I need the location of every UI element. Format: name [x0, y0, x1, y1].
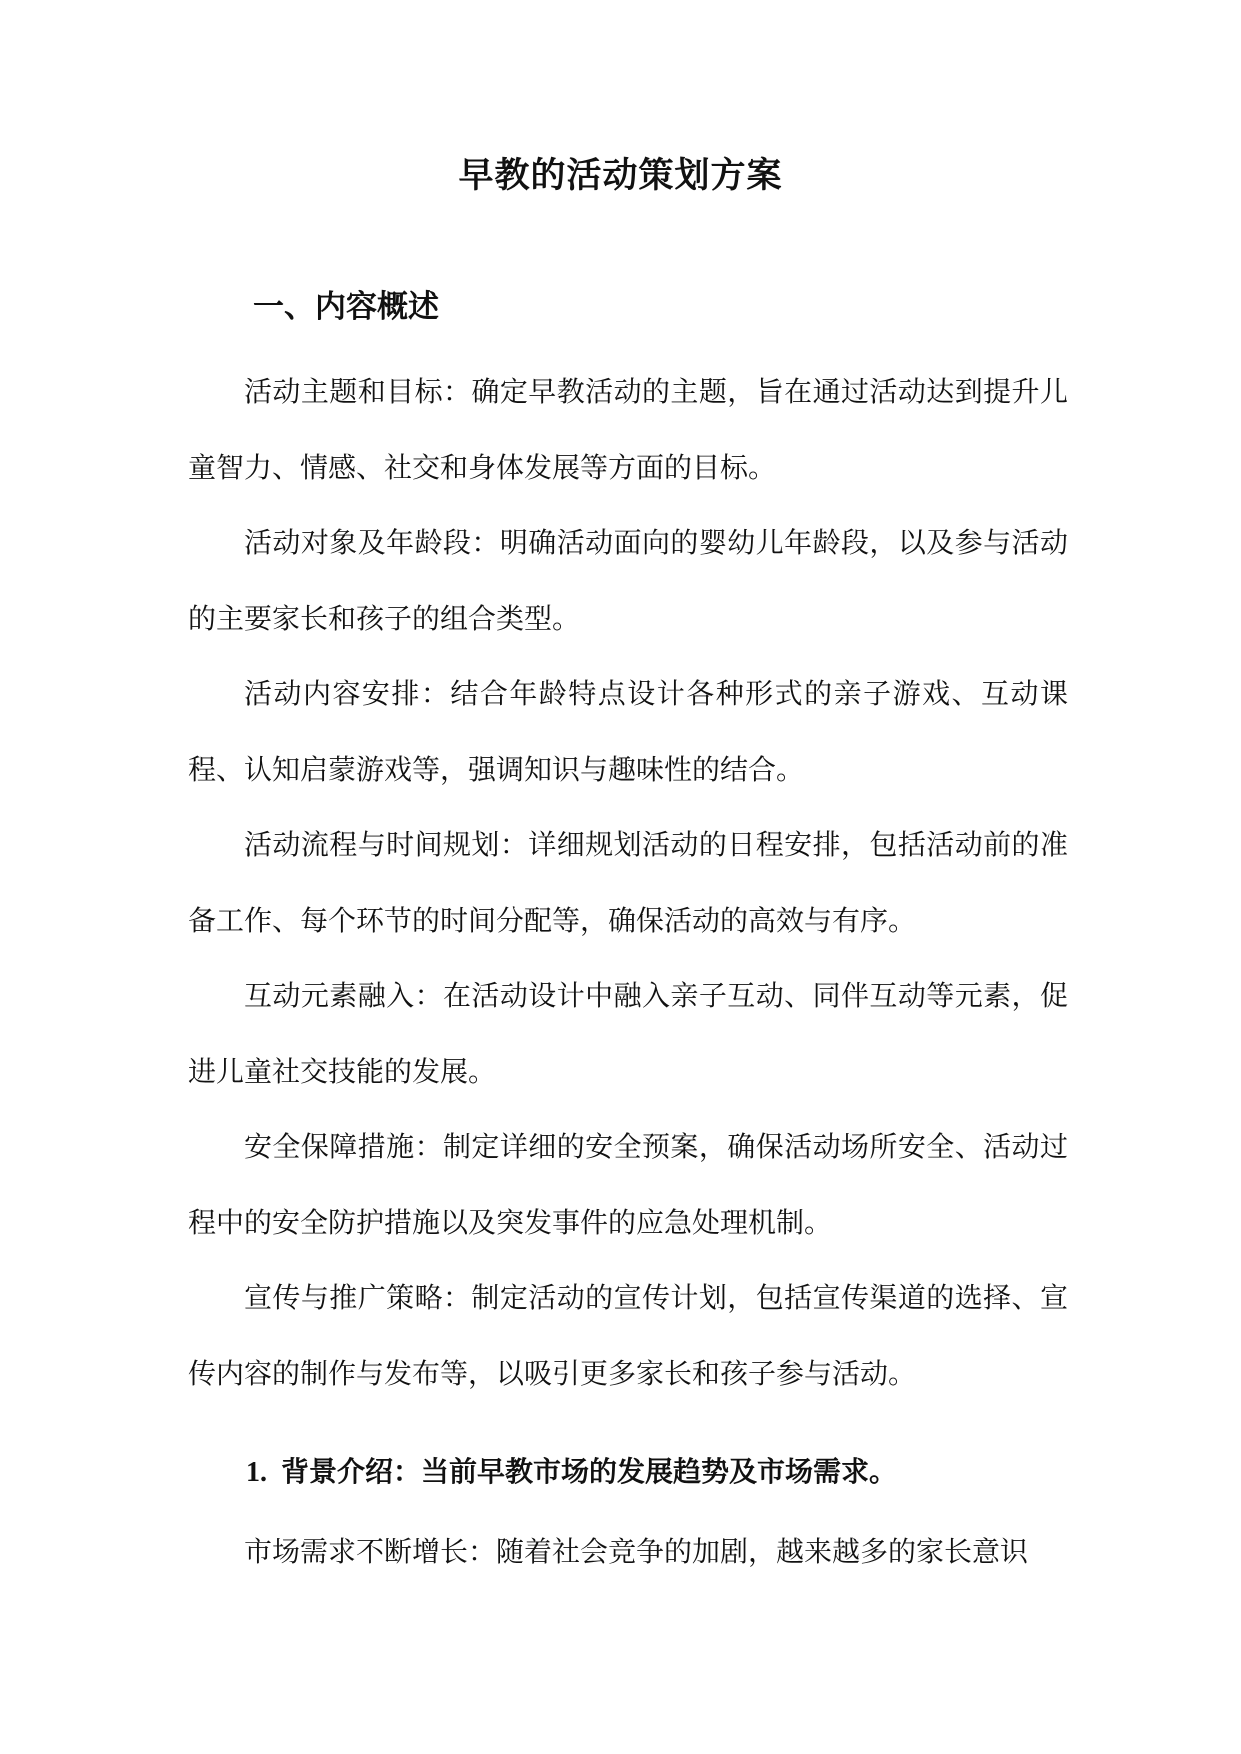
- paragraph: 市场需求不断增长：随着社会竞争的加剧，越来越多的家长意识: [244, 1535, 1029, 1568]
- subsection-body: [188, 1514, 1068, 1590]
- document-title: 早教的活动策划方案: [458, 156, 783, 196]
- section-heading: 一、内容概述: [253, 289, 439, 325]
- subsection-heading-text: 背景介绍：当前早教市场的发展趋势及市场需求。: [281, 1455, 898, 1488]
- subsection-number: 1.: [246, 1457, 267, 1488]
- subsection-heading: [246, 1450, 897, 1490]
- paragraph: 活动主题和目标：确定早教活动的主题，旨在通过活动达到提升儿童智力、情感、社交和身体发展等方面的目标。: [188, 375, 1068, 484]
- paragraph: 安全保障措施：制定详细的安全预案，确保活动场所安全、活动过程中的安全防护措施以及突发事件的应急处理机制。: [188, 1130, 1068, 1239]
- paragraph: 活动对象及年龄段：明确活动面向的婴幼儿年龄段，以及参与活动的主要家长和孩子的组合类型。: [188, 526, 1068, 635]
- paragraph: 互动元素融入：在活动设计中融入亲子互动、同伴互动等元素，促进儿童社交技能的发展。: [188, 979, 1068, 1088]
- paragraph: 活动内容安排：结合年龄特点设计各种形式的亲子游戏、互动课程、认知启蒙游戏等，强调知识与趣味性的结合。: [188, 677, 1068, 786]
- paragraph: 宣传与推广策略：制定活动的宣传计划，包括宣传渠道的选择、宣传内容的制作与发布等，以吸引更多家长和孩子参与活动。: [188, 1281, 1068, 1390]
- section-body: [188, 354, 1068, 1411]
- paragraph: 活动流程与时间规划：详细规划活动的日程安排，包括活动前的准备工作、每个环节的时间分配等，确保活动的高效与有序。: [188, 828, 1068, 937]
